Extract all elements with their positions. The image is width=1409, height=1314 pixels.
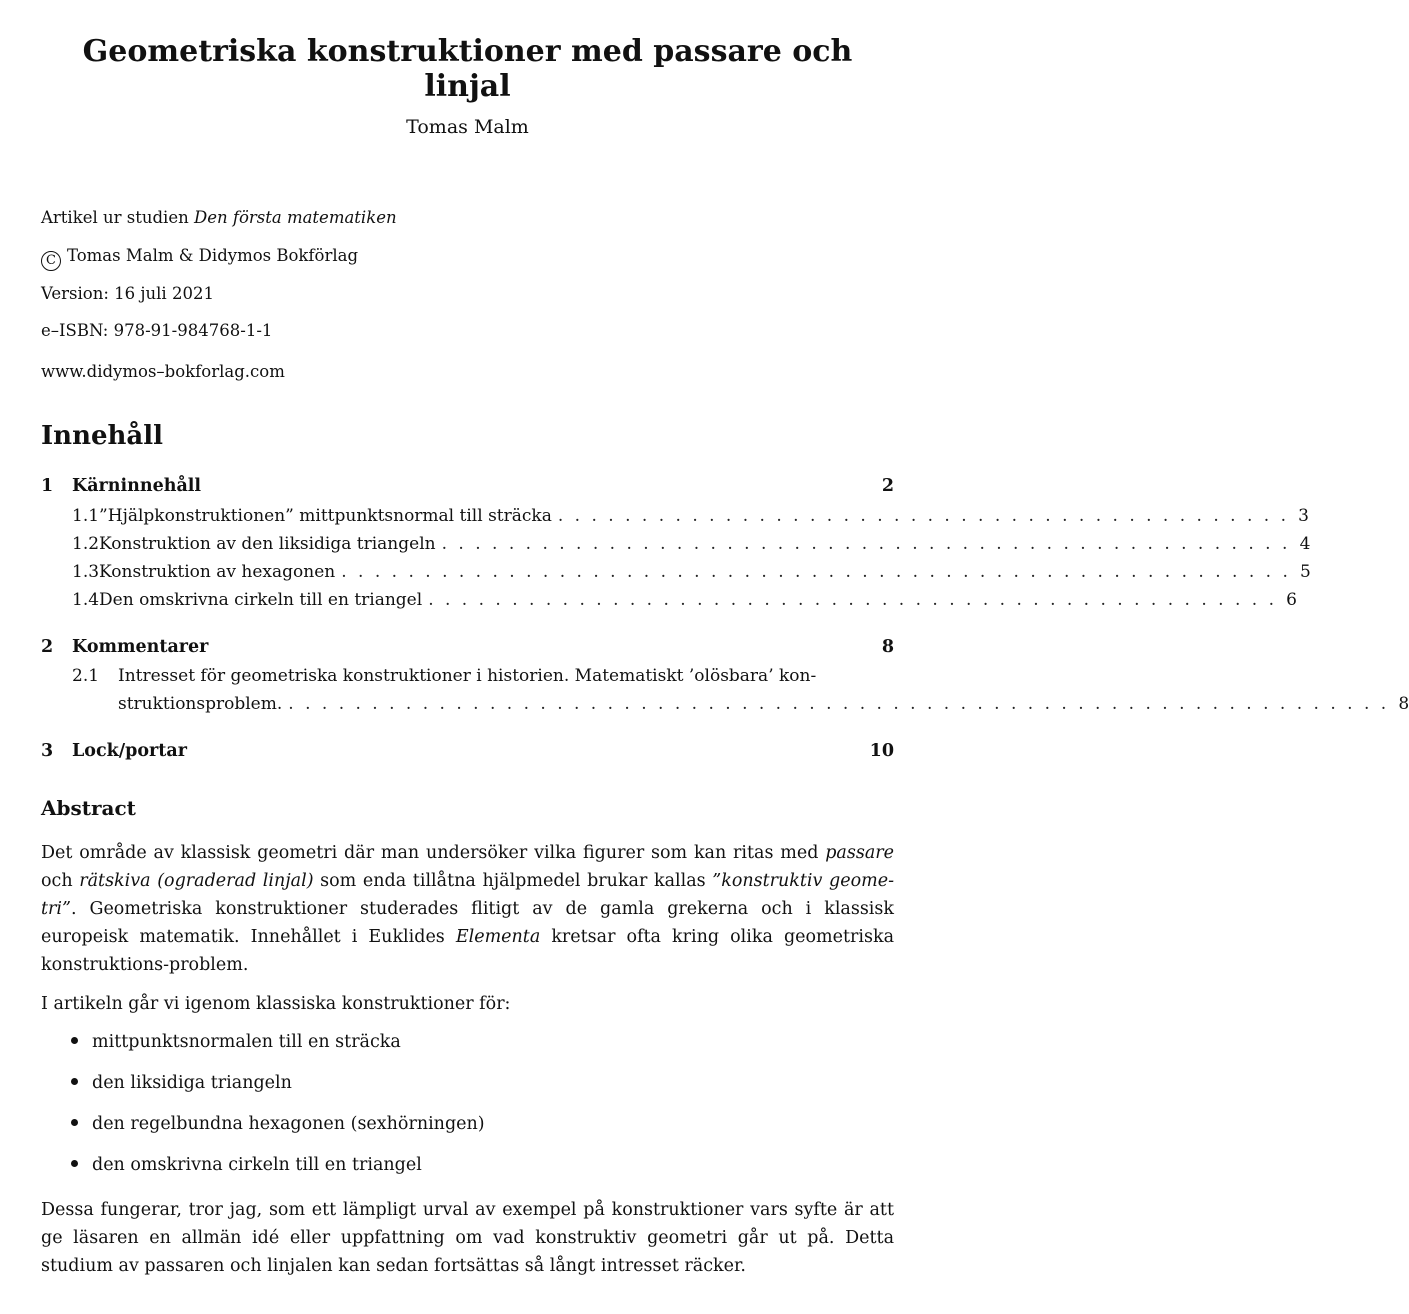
toc-subsection-title: ”Hjälpkonstruktionen” mittpunktsnormal till sträcka — [99, 506, 552, 526]
toc-section-number: 2 — [41, 637, 54, 657]
author-name: Tomas Malm — [406, 116, 529, 138]
toc-section[interactable] — [41, 741, 894, 761]
toc-section-number: 3 — [41, 741, 54, 761]
list-item — [71, 1155, 422, 1175]
toc-section-title: Lock/portar — [72, 741, 187, 761]
article-prefix: Artikel ur studien — [41, 208, 194, 227]
toc-section-number: 1 — [41, 476, 54, 496]
text-run: . Geometriska konstruktioner studerades flitigt av de gamla grekerna och i klassisk europeisk matematik. Innehållet i Euklides — [41, 899, 894, 947]
toc-subsection-number: 1.4 — [72, 590, 100, 610]
bullet-icon — [71, 1119, 78, 1126]
emphasis-elementa: Elementa — [455, 927, 541, 947]
text-run: kretsar ofta kring olika geometriska konstruktions-problem. — [41, 927, 894, 975]
toc-subsection-title: Konstruktion av hexagonen — [99, 562, 336, 582]
emphasis-ratskiva: rätskiva (ograderad linjal) — [79, 871, 314, 891]
toc-leader-dots: . . . . . . . . . . . . . . . . . . . . . . . . . . . . . . . . . . . . . . . . . . . . . . . . . . . . . . . . . — [341, 562, 1291, 582]
bullet-icon — [71, 1037, 78, 1044]
toc-subsection-title: Konstruktion av den liksidiga triangeln — [99, 534, 436, 554]
toc-subsection[interactable] — [41, 590, 1297, 610]
emphasis-konstruktiv-geometri: ”konstruktiv geome-tri” — [41, 871, 895, 919]
copyright-line — [41, 246, 358, 271]
toc-page-number: 8 — [1398, 694, 1409, 714]
emphasis-passare: passare — [825, 843, 894, 863]
toc-subsection[interactable] — [41, 562, 1311, 582]
toc-subsection[interactable] — [41, 534, 1311, 554]
list-item — [71, 1073, 292, 1093]
toc-leader-dots: . . . . . . . . . . . . . . . . . . . . . . . . . . . . . . . . . . . . . . . . . . . . . . . . . . . — [428, 590, 1277, 610]
toc-subsection[interactable] — [41, 506, 1309, 526]
toc-heading: Innehåll — [41, 421, 164, 451]
document-title: Geometriska konstruktioner med passare och linjal — [82, 34, 853, 104]
list-item-text: den omskrivna cirkeln till en triangel — [92, 1155, 422, 1175]
toc-subsection-title-cont: struktionsproblem. — [118, 694, 283, 714]
toc-section-title: Kärninnehåll — [72, 476, 202, 496]
toc-subsection[interactable] — [41, 666, 894, 686]
toc-page-number: 2 — [881, 476, 894, 496]
text-run: som enda tillåtna hjälpmedel brukar kallas — [313, 871, 713, 891]
website-link[interactable]: www.didymos–bokforlag.com — [41, 362, 285, 381]
toc-page-number: 10 — [869, 741, 894, 761]
article-source — [41, 208, 397, 227]
toc-section[interactable] — [41, 637, 894, 657]
list-item-text: den regelbundna hexagonen (sexhörningen) — [92, 1114, 485, 1134]
bullet-icon — [71, 1160, 78, 1167]
list-item — [71, 1114, 485, 1134]
article-study-title: Den första matematiken — [193, 208, 397, 227]
abstract-paragraph-2: I artikeln går vi igenom klassiska konstruktioner för: — [41, 994, 511, 1014]
toc-leader-dots: . . . . . . . . . . . . . . . . . . . . . . . . . . . . . . . . . . . . . . . . . . . . — [557, 506, 1289, 526]
abstract-paragraph-1 — [41, 839, 894, 979]
list-item-text: den liksidiga triangeln — [92, 1073, 292, 1093]
toc-page-number: 3 — [1298, 506, 1309, 526]
toc-subsection-number: 2.1 — [72, 666, 100, 686]
text-run: och — [41, 871, 80, 891]
toc-page-number: 8 — [881, 637, 894, 657]
toc-subsection-title: Den omskrivna cirkeln till en triangel — [99, 590, 423, 610]
isbn-line: e–ISBN: 978-91-984768-1-1 — [41, 321, 273, 340]
toc-page-number: 5 — [1300, 562, 1311, 582]
toc-subsection-number: 1.1 — [72, 506, 100, 526]
toc-subsection-continuation[interactable] — [118, 694, 1409, 714]
toc-subsection-number: 1.3 — [72, 562, 100, 582]
version-line: Version: 16 juli 2021 — [41, 284, 214, 303]
copyright-icon: C — [41, 251, 61, 271]
bullet-icon — [71, 1078, 78, 1085]
toc-leader-dots: . . . . . . . . . . . . . . . . . . . . . . . . . . . . . . . . . . . . . . . . . . . . . . . . . . . — [441, 534, 1291, 554]
copyright-text: Tomas Malm & Didymos Bokförlag — [67, 246, 359, 265]
toc-page-number: 4 — [1299, 534, 1311, 554]
list-item-text: mittpunktsnormalen till en sträcka — [92, 1032, 401, 1052]
abstract-paragraph-3: Dessa fungerar, tror jag, som ett lämpligt urval av exempel på konstruktioner vars syfte är att ge läsaren en allmän idé eller uppfattning om vad konstruktiv geometri går ut på. Detta studium av passaren och linjalen kan sedan fortsättas så långt intresset räcker. — [41, 1200, 894, 1276]
text-run: Det område av klassisk geometri där man undersöker vilka figurer som kan ritas med — [41, 843, 826, 863]
abstract-heading: Abstract — [41, 796, 136, 820]
toc-section-title: Kommentarer — [72, 637, 209, 657]
toc-subsection-number: 1.2 — [72, 534, 100, 554]
toc-page-number: 6 — [1286, 590, 1297, 610]
list-item — [71, 1032, 401, 1052]
toc-leader-dots: . . . . . . . . . . . . . . . . . . . . . . . . . . . . . . . . . . . . . . . . . . . . . . . . . . . . . . . . . . . . . . . . . . — [288, 694, 1390, 714]
toc-section[interactable] — [41, 476, 894, 496]
toc-subsection-title: Intresset för geometriska konstruktioner i historien. Matematiskt ’olösbara’ kon- — [118, 666, 817, 686]
